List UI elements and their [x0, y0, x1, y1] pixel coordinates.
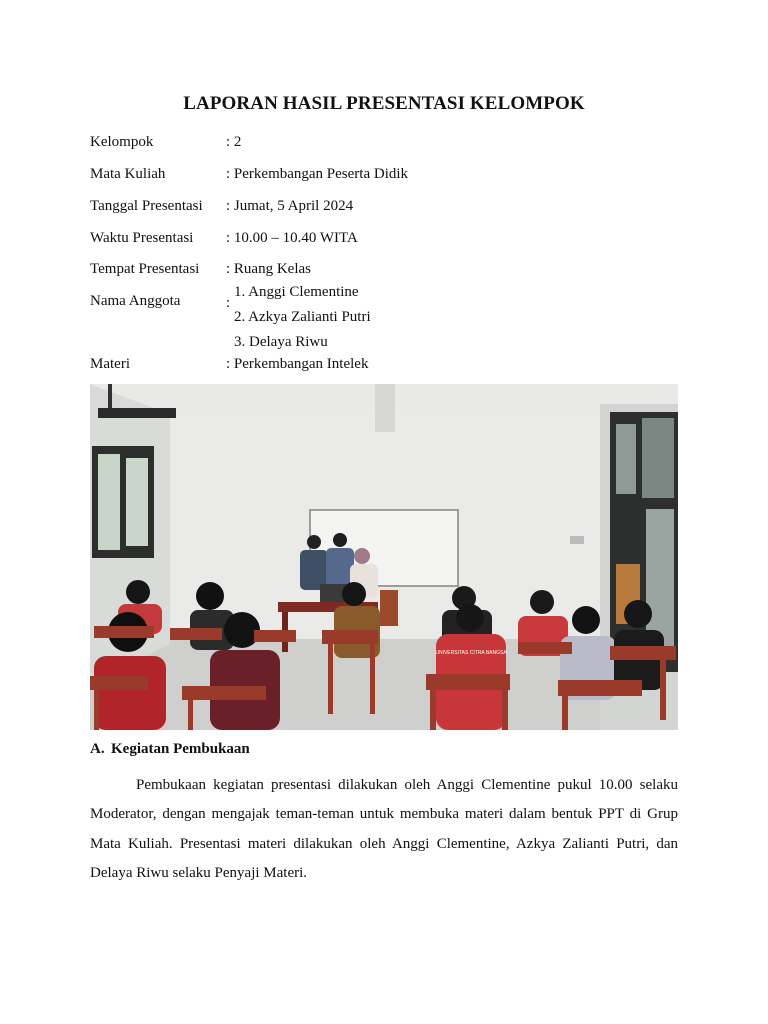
info-value: : 10.00 – 10.40 WITA — [226, 230, 358, 246]
info-value: : 2 — [226, 134, 242, 150]
info-value: : Jumat, 5 April 2024 — [226, 198, 354, 214]
info-label: Tempat Presentasi — [90, 261, 200, 277]
jersey-text: UNIVERSITAS CITRA BANGSA — [435, 650, 507, 656]
info-label: Tanggal Presentasi — [90, 198, 203, 214]
section-title: Kegiatan Pembukaan — [111, 741, 250, 757]
info-value: : Ruang Kelas — [226, 261, 311, 277]
info-value: : Perkembangan Intelek — [226, 356, 369, 372]
member-item: 2. Azkya Zalianti Putri — [234, 309, 371, 325]
member-item: 1. Anggi Clementine — [234, 284, 359, 300]
info-value: : Perkembangan Peserta Didik — [226, 166, 409, 182]
section-a-paragraph: Pembukaan kegiatan presentasi dilakukan oleh Anggi Clementine pukul 10.00 selaku Moderator, dengan mengajak teman-teman untuk membuka materi dalam bentuk PPT di Grup Mata Kuliah. Presentasi materi dilakukan oleh Anggi Clementine, Azkya Zalianti Putri, dan Delaya Riwu selaku Penyaji Materi. — [90, 777, 678, 881]
info-label: Mata Kuliah — [90, 166, 166, 182]
section-a-heading — [90, 741, 250, 758]
info-colon: : — [226, 295, 231, 311]
document-title: LAPORAN HASIL PRESENTASI KELOMPOK — [183, 93, 585, 114]
info-label: Kelompok — [90, 134, 154, 150]
section-number: A. — [90, 741, 105, 757]
info-label: Nama Anggota — [90, 293, 181, 309]
classroom-photo — [90, 384, 678, 730]
info-label: Materi — [90, 356, 130, 372]
info-label: Waktu Presentasi — [90, 230, 194, 246]
member-item: 3. Delaya Riwu — [234, 334, 328, 350]
member-list — [234, 283, 371, 358]
